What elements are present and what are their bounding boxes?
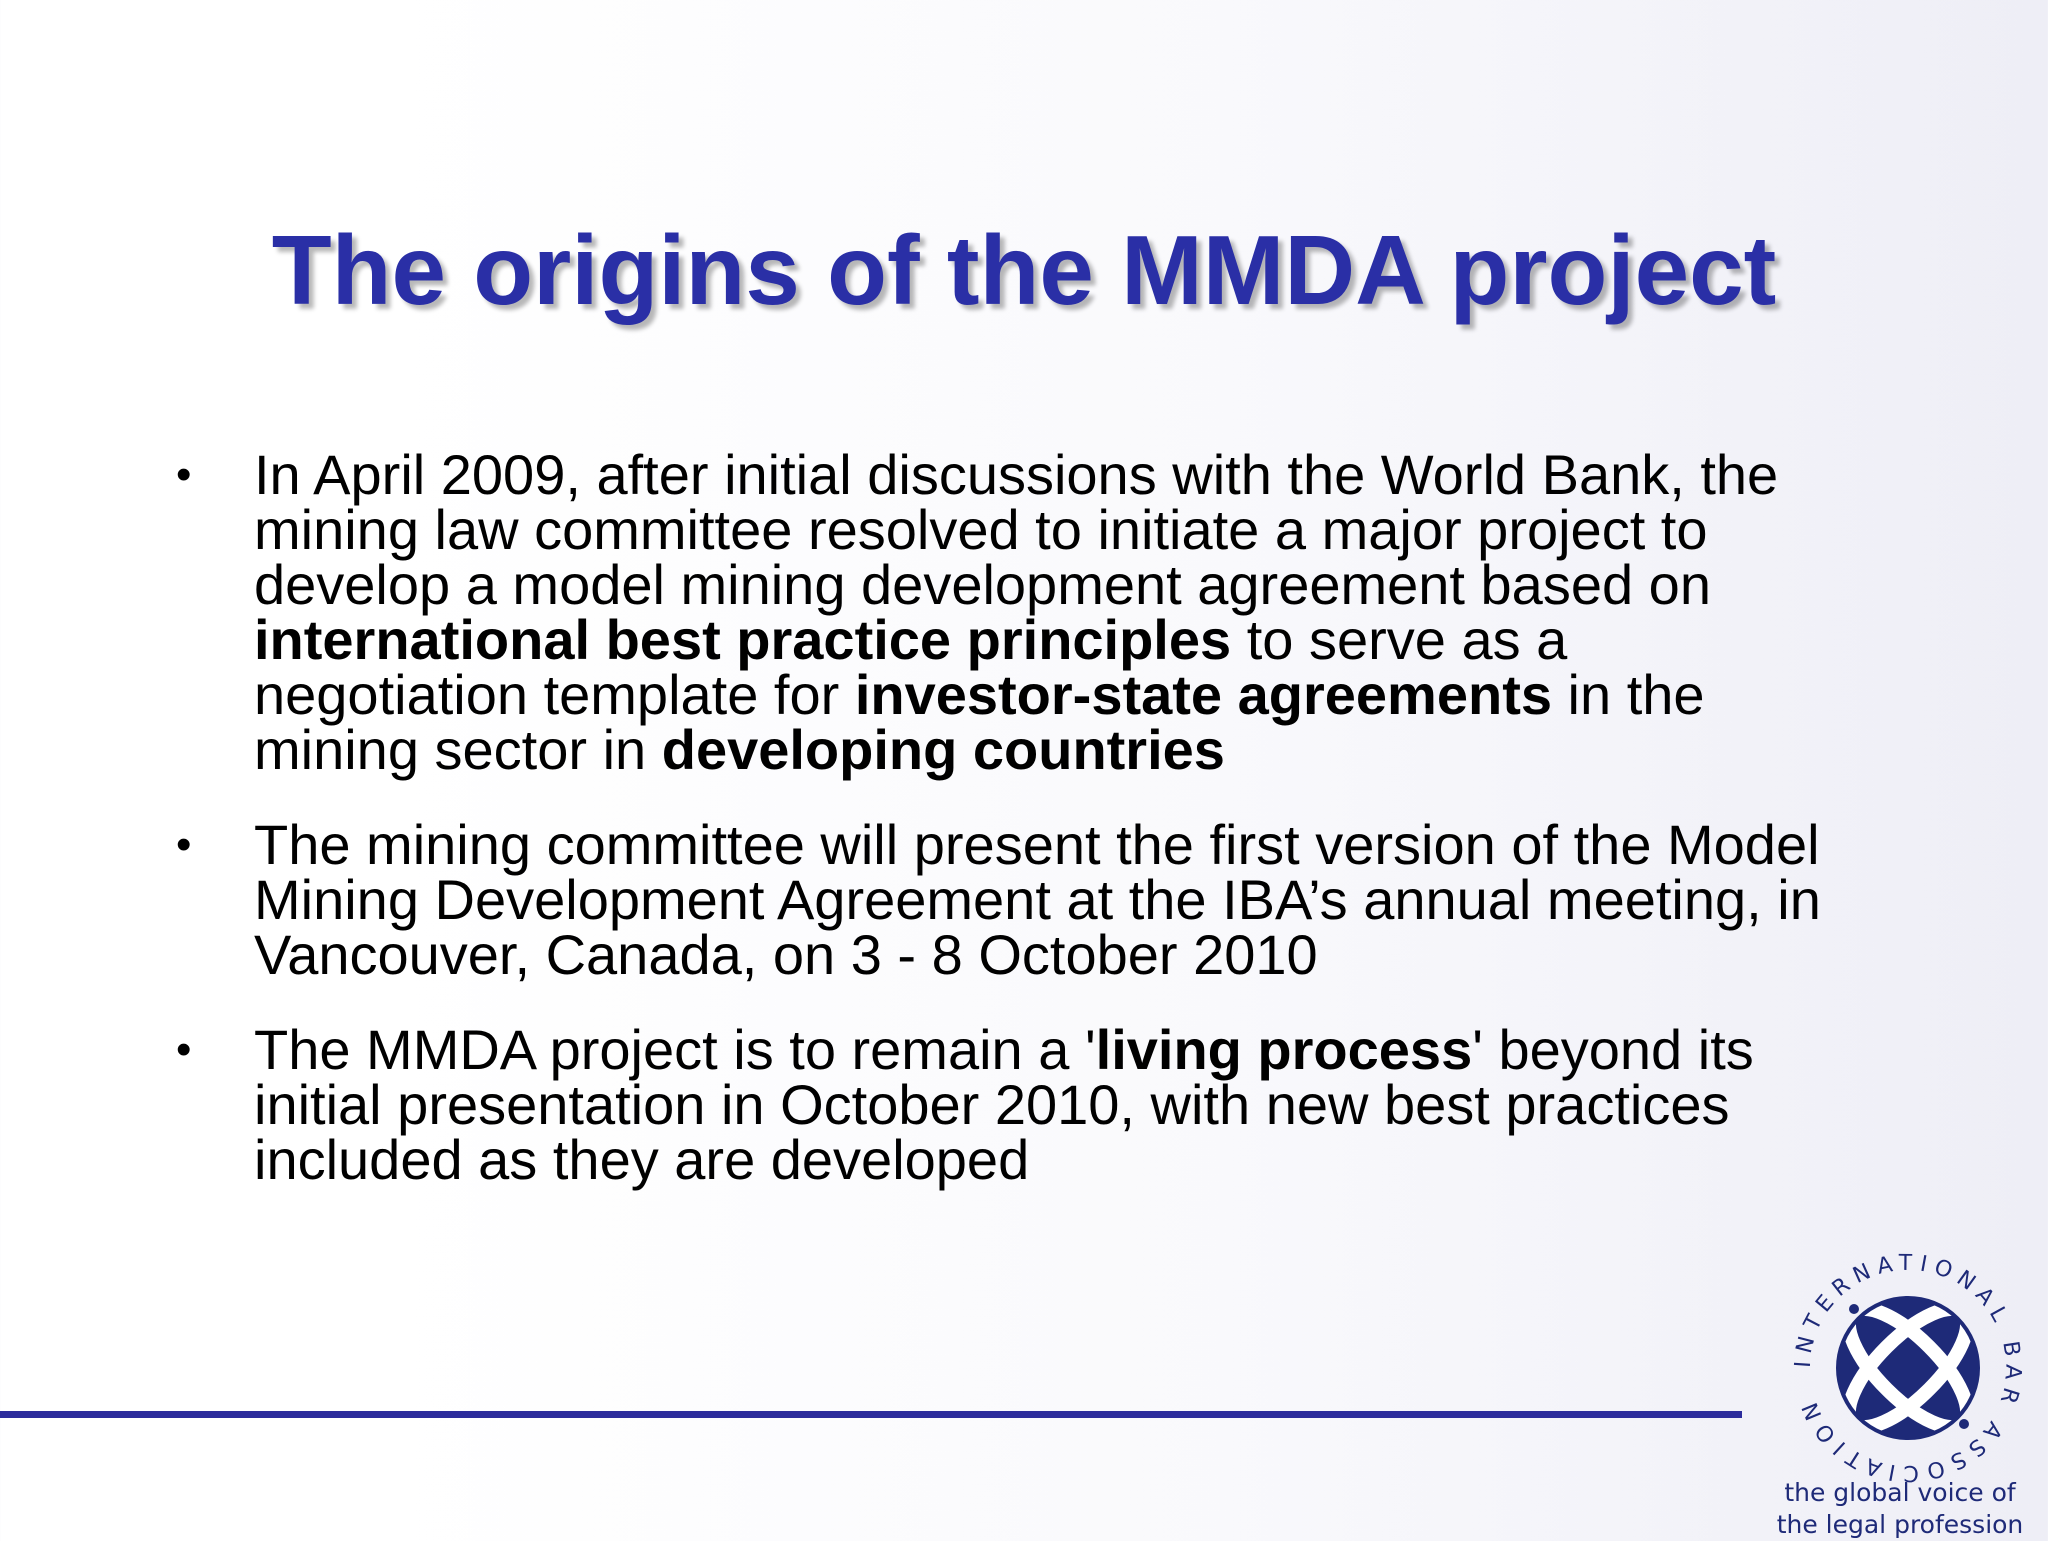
bullet-line [254, 1018, 1900, 1081]
slide-title: The origins of the MMDA project [271, 215, 1777, 325]
tagline-line-1: the global voice of [1784, 1478, 2016, 1507]
bullet-run: negotiation template for [254, 663, 855, 726]
bullet-line [254, 813, 1900, 876]
bullet-run: in the [1551, 663, 1705, 726]
bullet-run: The MMDA project is to remain a ' [254, 1018, 1096, 1081]
bullet-marker: • [176, 1025, 192, 1074]
bullet-run: In April 2009, after initial discussions with the World Bank, the [254, 443, 1779, 506]
iba-logo-icon [1778, 1248, 2038, 1488]
bullet-item [0, 443, 1900, 781]
bullet-line [254, 718, 1900, 781]
bullet-run: develop a model mining development agreement based on [254, 553, 1711, 616]
bullet-line [254, 1073, 1900, 1136]
bullet-line [254, 663, 1900, 726]
bullet-marker: • [176, 820, 192, 869]
bullet-line [254, 498, 1900, 561]
bullet-line [254, 553, 1900, 616]
bullet-run: initial presentation in October 2010, with new best practices [254, 1073, 1730, 1136]
bullet-run: included as they are developed [254, 1128, 1030, 1191]
bullet-emphasis: developing countries [661, 718, 1225, 781]
bullet-line [254, 868, 1900, 931]
footer-divider [0, 1411, 1742, 1418]
bullet-run: ' beyond its [1472, 1018, 1754, 1081]
bullet-text [254, 1018, 1900, 1191]
bullet-line [254, 608, 1900, 671]
bullet-text [254, 813, 1900, 986]
bullet-line [254, 443, 1900, 506]
logo-ring-text: INTERNATIONAL BAR ASSOCIATION [1790, 1250, 2026, 1486]
bullet-run: to serve as a [1231, 608, 1568, 671]
bullet-emphasis: international best practice principles [254, 608, 1232, 671]
bullet-run: Mining Development Agreement at the IBA’s annual meeting, in [254, 868, 1821, 931]
bullet-item [0, 813, 1900, 986]
bullet-line [254, 923, 1900, 986]
logo-tagline [1760, 1477, 2040, 1541]
tagline-line-2: the legal profession [1776, 1510, 2024, 1539]
bullet-run: Vancouver, Canada, on 3 - 8 October 2010 [254, 923, 1318, 986]
bullet-line [254, 1128, 1900, 1191]
bullet-run: mining law committee resolved to initiate a major project to [254, 498, 1708, 561]
bullet-marker: • [176, 450, 192, 499]
bullet-emphasis: living process [1095, 1018, 1473, 1081]
bullet-run: mining sector in [254, 718, 662, 781]
bullet-item [0, 1018, 1900, 1191]
bullet-emphasis: investor-state agreements [854, 663, 1552, 726]
bullet-text [254, 443, 1900, 781]
bullet-list [0, 443, 1900, 1227]
bullet-run: The mining committee will present the first version of the Model [254, 813, 1820, 876]
